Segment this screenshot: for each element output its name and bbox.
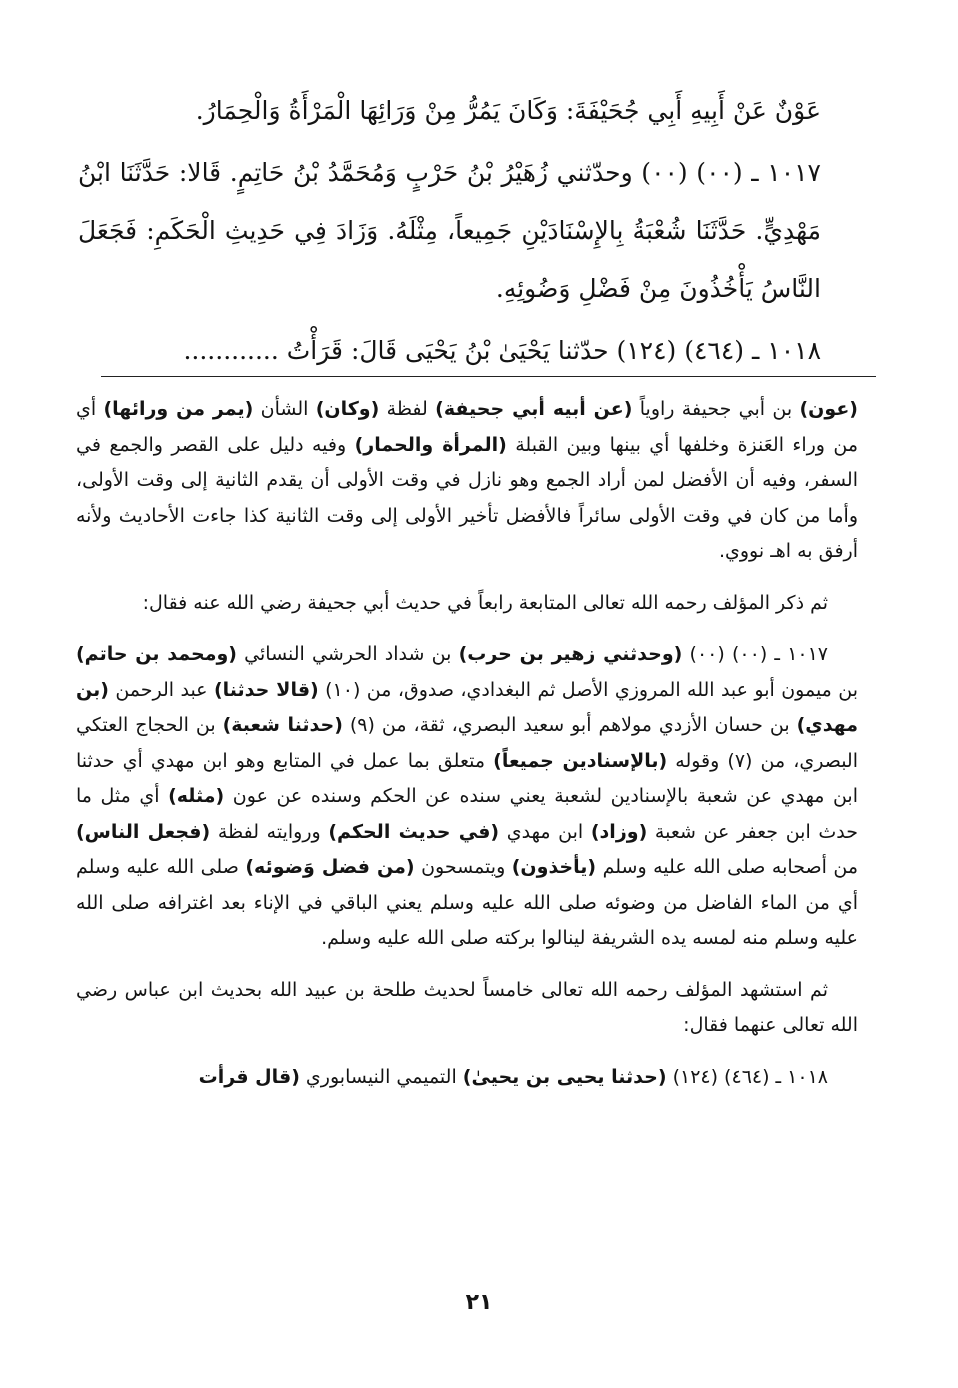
term: (عون) <box>799 398 858 420</box>
text: وفيه دليل على القصر والجمع في السفر، وفيه أن الأفضل لمن أراد الجمع وهو نازل في وقت الأولى أن يقدم الثانية إلى وقت الأولى، وأما من كان في وقت الأولى سائراً فالأفضل تأخير الأولى إلى وقت الثانية كذا جاءت الأحاديث ولأنه أرفق به اهـ نووي. <box>76 433 858 562</box>
text: ابن مهدي <box>499 820 591 843</box>
text: التميمي النيسابوري <box>299 1065 463 1088</box>
commentary-paragraph-4: ثم استشهد المؤلف رحمه الله تعالى خامساً لحديث طلحة بن عبيد الله بحديث ابن عباس رضي الله تعالى عنهما فقال: <box>76 978 858 1036</box>
term: (بالإسنادين جميعاً) <box>493 749 668 772</box>
matn-line-1: عَوْنٌ عَنْ أَبِيهِ أَبِي جُحَيْفَةَ: وَكَانَ يَمُرُّ مِنْ وَرَائِهَا الْمَرْأَةُ وَالْحِمَارُ. <box>195 96 821 125</box>
term: (قال قرأت <box>198 1065 300 1088</box>
term: (قالا حدثنا) <box>213 678 319 701</box>
commentary-paragraph-5 <box>76 1060 858 1096</box>
text: من أصحابه صلى الله عليه وسلم <box>596 856 859 878</box>
term: (ومحمد بن حاتم) <box>76 643 237 665</box>
text: عبد الرحمن <box>108 678 214 701</box>
term: (وحدثني زهير بن حرب) <box>458 643 683 665</box>
term: (مثله) <box>168 785 225 807</box>
page-number: ٢١ <box>465 1290 493 1315</box>
term: (وزاد) <box>590 820 648 843</box>
text: أي مثل ما حدث ابن جعفر عن شعبة <box>76 785 859 843</box>
term: (من فضل وَضوئه) <box>245 856 415 878</box>
text: بن شداد الحرشي النسائي <box>236 643 459 665</box>
matn-text <box>78 82 821 384</box>
text: صلى الله عليه وسلم أي من الماء الفاضل من وضوئه صلى الله عليه وسلم يعني الباقي في الإناء بعد اغترافه صلى الله عليه وسلم منه لمسه يده الشريفة لينالوا بركته صلى الله عليه وسلم. <box>76 856 858 949</box>
text: وروايته لفظة <box>210 820 329 843</box>
text: بن الحجاج العتكي البصري، من (٧) وقوله <box>76 714 858 772</box>
matn-hadith-1017: ١٠١٧ ـ (٠٠) (٠٠) وحدّثني زُهَيْرُ بْنُ حَرْبٍ وَمُحَمَّدُ بْنُ حَاتِمٍ. قَالا: حَدَّثَنَا ابْنُ مَهْدِيٍّ. حَدَّثَنَا شُعْبَةُ بِالإِسْنَادَيْنِ جَمِيعاً، مِثْلَهُ. وَزَادَ فِي حَدِيثِ الْحَكَمِ: فَجَعَلَ النَّاسُ يَأْخُذُونَ مِنْ فَضْلِ وَضُوئِهِ. <box>78 158 821 303</box>
text: متعلق بما عمل في المتابع وهو ابن مهدي أي حدثنا ابن مهدي عن شعبة بالإسنادين لشعبة يعني سنده عن الحكم وسنده عن عون <box>76 749 858 807</box>
text: بن ميمون أبو عبد الله المروزي الأصل ثم البغدادي، صدوق، من (١٠) <box>318 678 859 701</box>
term: (في حديث الحكم) <box>328 820 500 843</box>
term: (المرأة والحمار) <box>354 433 507 456</box>
commentary <box>76 392 858 1111</box>
term: (يمر من ورائها) <box>103 398 254 420</box>
text: لفظة <box>379 398 436 420</box>
matn-hadith-1018: ١٠١٨ ـ (٤٦٤) (١٢٤) حدّثنا يَحْيَىٰ بْنُ يَحْيَى قَالَ: قَرَأْتُ ............ <box>183 336 821 365</box>
text: الشأن <box>253 398 316 420</box>
text: ١٠١٨ ـ (٤٦٤) (١٢٤) <box>666 1065 828 1088</box>
term: (عن أبيه أبي جحيفة) <box>435 398 633 420</box>
text: أي من وراء العَنزة وخلفها أي بينها وبين القبلة <box>76 398 858 456</box>
text: ١٠١٧ ـ (٠٠) (٠٠) <box>682 643 829 665</box>
commentary-paragraph-3 <box>76 637 858 957</box>
term: (يأخذون) <box>511 856 597 878</box>
term: (وكان) <box>315 398 380 420</box>
term: (بن مهدي) <box>76 678 858 736</box>
text: بن حسان الأزدي مولاهم أبو سعيد البصري، ثقة، من (٩) <box>342 714 797 736</box>
term: (حدثنا شعبة) <box>222 714 343 736</box>
text: بن أبي جحيفة راوياً <box>632 398 800 420</box>
text: ويتمسحون <box>414 856 512 878</box>
commentary-paragraph-2: ثم ذكر المؤلف رحمه الله تعالى المتابعة رابعاً في حديث أبي جحيفة رضي الله عنه فقال: <box>142 591 828 614</box>
term: (فجعل الناس) <box>76 820 211 843</box>
footnote-divider <box>101 376 876 377</box>
term: (حدثنا يحيى بن يحيىٰ) <box>462 1065 667 1088</box>
commentary-paragraph-1 <box>76 392 858 570</box>
